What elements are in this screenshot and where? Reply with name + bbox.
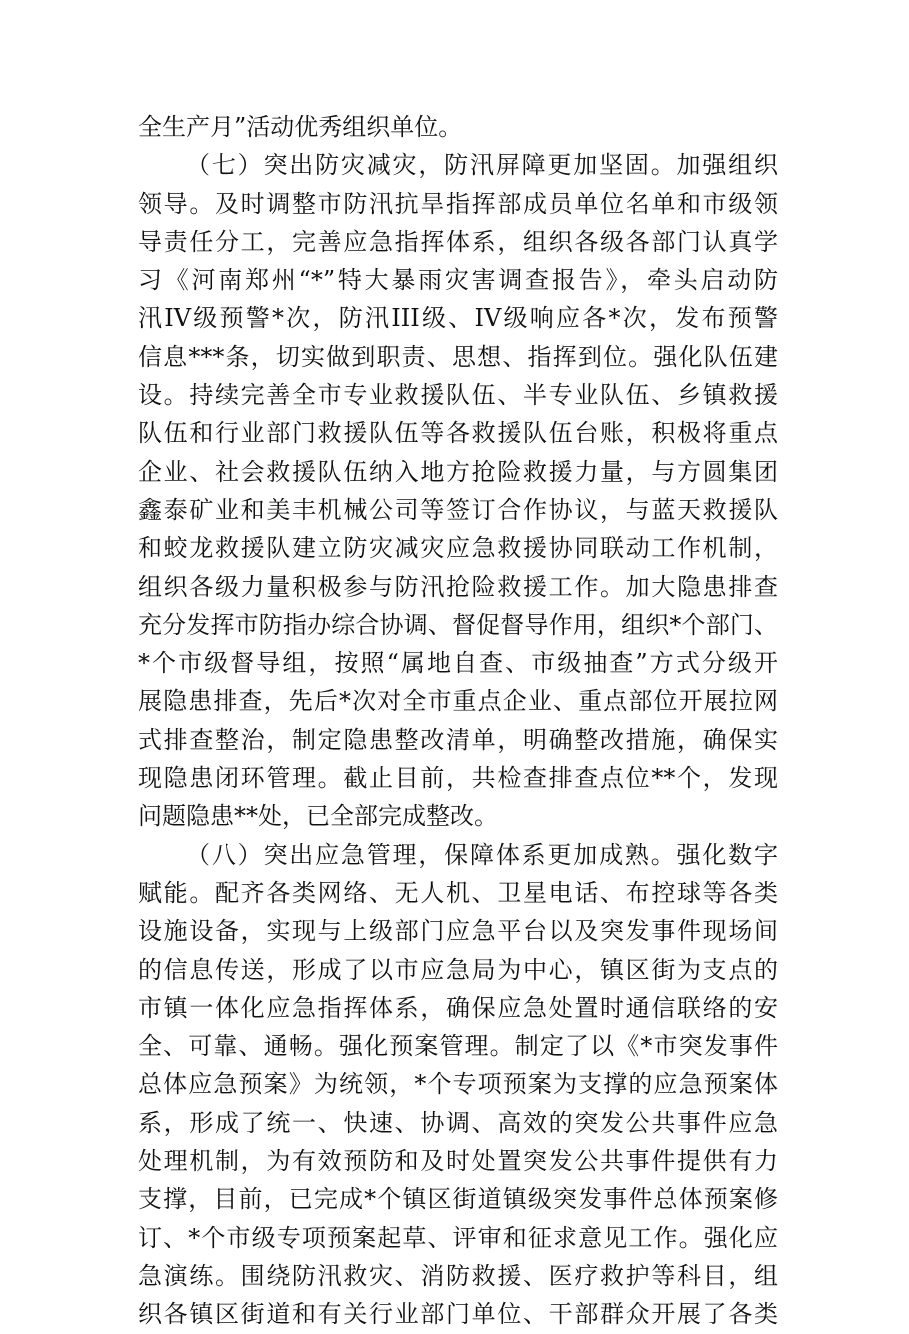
text-line: 企业、社会救援队伍纳入地方抢险救援力量，与方圆集团 [138, 457, 778, 486]
text-line: 系，形成了统一、快速、协调、高效的突发公共事件应急 [138, 1108, 778, 1137]
document-body [138, 108, 778, 1334]
text-line: 信息***条，切实做到职责、思想、指挥到位。强化队伍建 [138, 342, 778, 371]
text-line: 织各镇区街道和有关行业部门单位、干部群众开展了各类 [138, 1300, 778, 1329]
text-line: （八）突出应急管理，保障体系更加成熟。强化数字 [186, 840, 778, 869]
text-line: 赋能。配齐各类网络、无人机、卫星电话、布控球等各类 [138, 878, 778, 907]
text-line: 问题隐患**处，已全部完成整改。 [138, 802, 498, 831]
text-line: 全生产月”活动优秀组织单位。 [138, 113, 463, 141]
text-line: 全、可靠、通畅。强化预案管理。制定了以《*市突发事件 [138, 1032, 778, 1061]
text-line: 和蛟龙救援队建立防灾减灾应急救援协同联动工作机制， [138, 534, 778, 563]
text-line: 领导。及时调整市防汛抗旱指挥部成员单位名单和市级领 [138, 189, 778, 218]
text-line: 导责任分工，完善应急指挥体系，组织各级各部门认真学 [138, 227, 778, 256]
text-line: *个市级督导组，按照“属地自查、市级抽查”方式分级开 [138, 649, 778, 678]
text-line: 现隐患闭环管理。截止目前，共检查排查点位**个，发现 [138, 764, 778, 793]
text-line: 队伍和行业部门救援队伍等各救援队伍台账，积极将重点 [138, 419, 778, 448]
text-line: 的信息传送，形成了以市应急局为中心，镇区街为支点的 [138, 955, 778, 984]
text-line: 汛IV级预警*次，防汛III级、IV级响应各*次，发布预警 [138, 304, 778, 333]
text-line: 订、*个市级专项预案起草、评审和征求意见工作。强化应 [138, 1223, 778, 1252]
text-line: 鑫泰矿业和美丰机械公司等签订合作协议，与蓝天救援队 [138, 495, 778, 524]
text-line: 组织各级力量积极参与防汛抢险救援工作。加大隐患排查 [138, 572, 778, 601]
text-line: 习《河南郑州“*”特大暴雨灾害调查报告》，牵头启动防 [138, 266, 778, 295]
text-line: 处理机制，为有效预防和及时处置突发公共事件提供有力 [138, 1147, 778, 1176]
text-line: 总体应急预案》为统领，*个专项预案为支撑的应急预案体 [138, 1070, 778, 1099]
text-line: （七）突出防灾减灾，防汛屏障更加坚固。加强组织 [186, 151, 778, 180]
text-line: 设。持续完善全市专业救援队伍、半专业队伍、乡镇救援 [138, 381, 778, 410]
text-line: 急演练。围绕防汛救灾、消防救援、医疗救护等科目，组 [138, 1261, 778, 1290]
text-line: 设施设备，实现与上级部门应急平台以及突发事件现场间 [138, 917, 778, 946]
text-line: 式排查整治，制定隐患整改清单，明确整改措施，确保实 [138, 725, 778, 754]
text-line: 展隐患排查，先后*次对全市重点企业、重点部位开展拉网 [138, 687, 778, 716]
text-line: 充分发挥市防指办综合协调、督促督导作用，组织*个部门、 [138, 610, 778, 639]
text-line: 支撑，目前，已完成*个镇区街道镇级突发事件总体预案修 [138, 1185, 778, 1214]
text-line: 市镇一体化应急指挥体系，确保应急处置时通信联络的安 [138, 993, 778, 1022]
